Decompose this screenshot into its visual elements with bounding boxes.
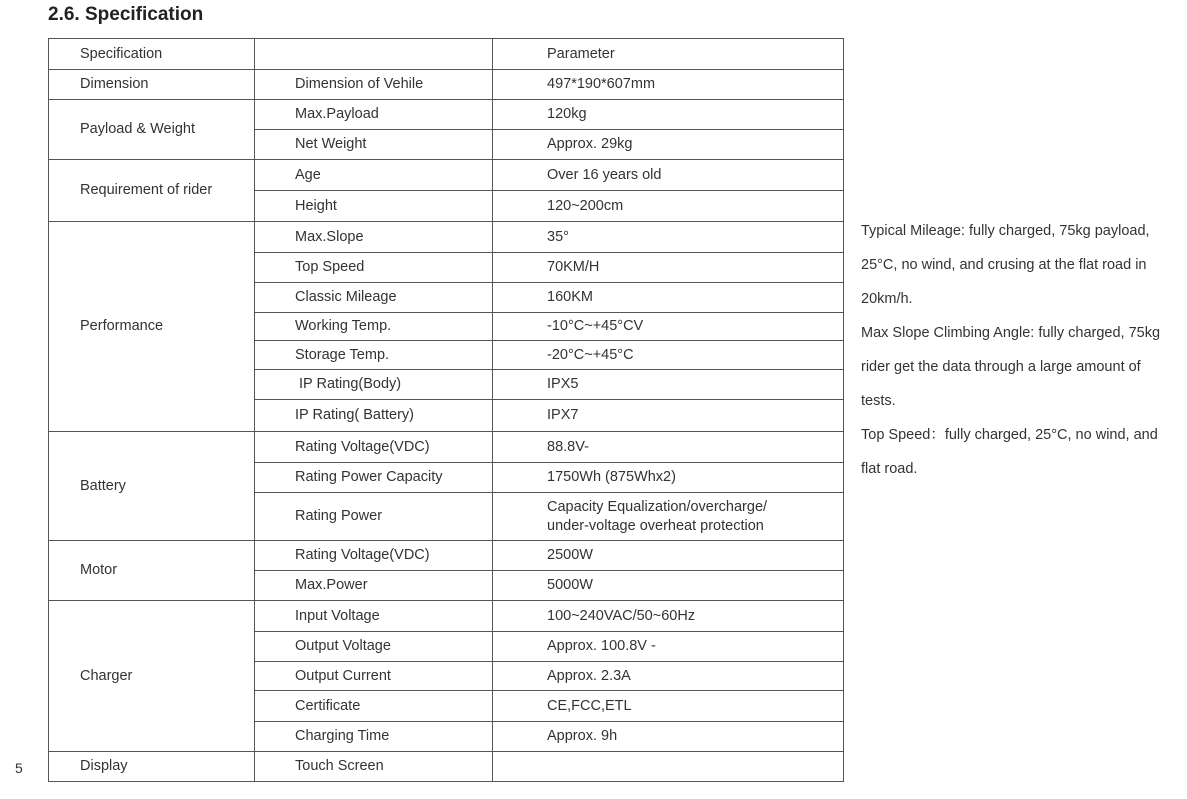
spec-item-cell: Max.Power — [255, 571, 493, 601]
table-row — [49, 601, 844, 632]
spec-value-cell — [493, 752, 844, 782]
spec-item-cell: Height — [255, 191, 493, 222]
spec-value-cell: Capacity Equalization/overcharge/ under-voltage overheat protection — [493, 493, 844, 541]
spec-value-cell: 5000W — [493, 571, 844, 601]
spec-item-cell: Max.Payload — [255, 100, 493, 130]
header-parameter: Parameter — [493, 39, 844, 70]
spec-item-cell: Max.Slope — [255, 222, 493, 253]
spec-item-cell: Classic Mileage — [255, 283, 493, 313]
spec-value-cell: Approx. 29kg — [493, 130, 844, 160]
spec-value-cell: Over 16 years old — [493, 160, 844, 191]
spec-item-cell: IP Rating(Body) — [255, 370, 493, 400]
note-top-speed: Top Speed：fully charged, 25°C, no wind, and flat road. — [861, 427, 1158, 477]
spec-item-cell: Rating Power — [255, 493, 493, 541]
table-row — [49, 100, 844, 130]
spec-item-cell: Output Current — [255, 662, 493, 691]
table-row — [49, 541, 844, 571]
spec-value-cell: -20°C~+45°C — [493, 341, 844, 370]
spec-value-cell: 497*190*607mm — [493, 70, 844, 100]
spec-item-cell: Rating Power Capacity — [255, 463, 493, 493]
spec-value-cell: 88.8V- — [493, 432, 844, 463]
spec-group-cell: Battery — [49, 432, 255, 541]
spec-value-cell: Approx. 2.3A — [493, 662, 844, 691]
spec-value-cell: Approx. 100.8V - — [493, 632, 844, 662]
spec-value-cell: IPX7 — [493, 400, 844, 432]
spec-value-cell: IPX5 — [493, 370, 844, 400]
header-blank — [255, 39, 493, 70]
spec-group-cell: Charger — [49, 601, 255, 752]
spec-value-cell: 1750Wh (875Whx2) — [493, 463, 844, 493]
spec-item-cell: Working Temp. — [255, 313, 493, 341]
spec-item-cell: IP Rating( Battery) — [255, 400, 493, 432]
specification-table — [48, 38, 844, 782]
page-number: 5 — [15, 760, 23, 776]
spec-item-cell: Certificate — [255, 691, 493, 722]
spec-value-cell: Approx. 9h — [493, 722, 844, 752]
spec-item-cell: Output Voltage — [255, 632, 493, 662]
spec-group-cell: Payload & Weight — [49, 100, 255, 160]
spec-value-cell: 35° — [493, 222, 844, 253]
section-title: 2.6. Specification — [48, 4, 204, 25]
spec-item-cell: Dimension of Vehile — [255, 70, 493, 100]
spec-value-cell: 120~200cm — [493, 191, 844, 222]
spec-group-cell: Motor — [49, 541, 255, 601]
spec-item-cell: Rating Voltage(VDC) — [255, 432, 493, 463]
table-row — [49, 222, 844, 253]
table-row — [49, 752, 844, 782]
spec-group-cell: Dimension — [49, 70, 255, 100]
spec-item-cell: Top Speed — [255, 253, 493, 283]
spec-item-cell: Net Weight — [255, 130, 493, 160]
header-specification: Specification — [49, 39, 255, 70]
spec-item-cell: Rating Voltage(VDC) — [255, 541, 493, 571]
spec-value-cell: -10°C~+45°CV — [493, 313, 844, 341]
notes-panel — [861, 214, 1171, 486]
spec-item-cell: Charging Time — [255, 722, 493, 752]
spec-group-cell: Display — [49, 752, 255, 782]
spec-value-cell: 160KM — [493, 283, 844, 313]
table-row — [49, 432, 844, 463]
table-row — [49, 70, 844, 100]
spec-item-cell: Age — [255, 160, 493, 191]
spec-value-cell: 2500W — [493, 541, 844, 571]
spec-value-cell: CE,FCC,ETL — [493, 691, 844, 722]
spec-group-cell: Performance — [49, 222, 255, 432]
table-row — [49, 160, 844, 191]
table-header-row — [49, 39, 844, 70]
spec-item-cell: Storage Temp. — [255, 341, 493, 370]
spec-value-cell: 100~240VAC/50~60Hz — [493, 601, 844, 632]
spec-item-cell: Touch Screen — [255, 752, 493, 782]
spec-group-cell: Requirement of rider — [49, 160, 255, 222]
spec-value-cell: 120kg — [493, 100, 844, 130]
spec-item-cell: Input Voltage — [255, 601, 493, 632]
spec-value-cell: 70KM/H — [493, 253, 844, 283]
note-max-slope: Max Slope Climbing Angle: fully charged, 75kg rider get the data through a large amount of tests. — [861, 325, 1161, 409]
note-typical-mileage: Typical Mileage: fully charged, 75kg payload, 25°C, no wind, and crusing at the flat road in 20km/h. — [861, 223, 1150, 307]
